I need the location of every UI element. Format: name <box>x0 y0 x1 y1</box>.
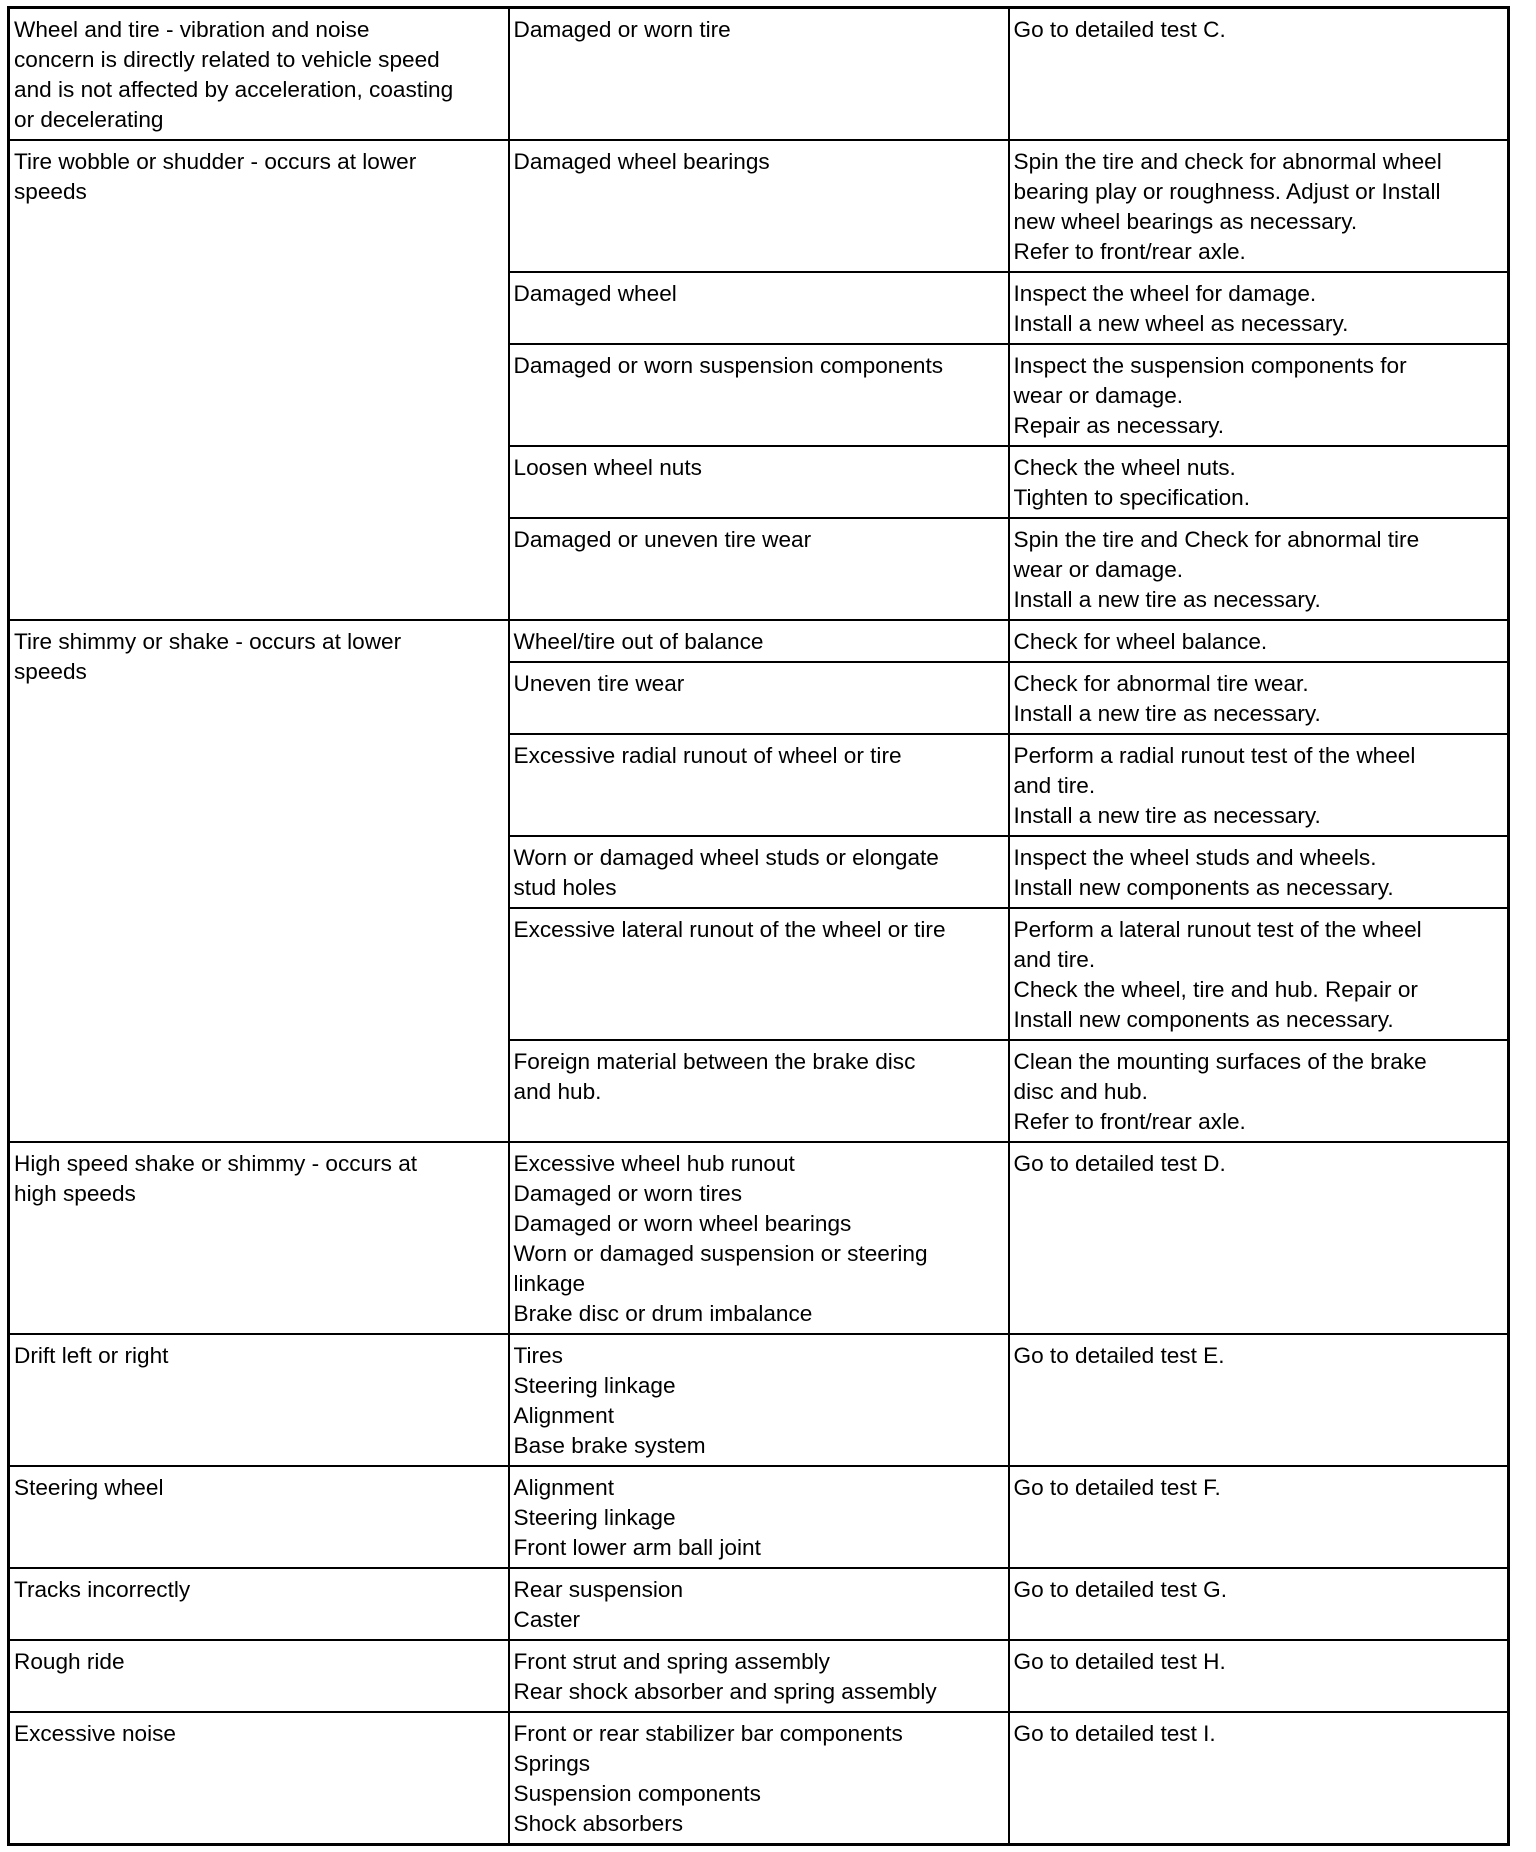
action-cell: Go to detailed test C. <box>1009 8 1509 141</box>
action-cell: Check for abnormal tire wear. Install a new tire as necessary. <box>1009 662 1509 734</box>
possible-source-cell: Damaged or worn suspension components <box>509 344 1009 446</box>
action-cell: Spin the tire and check for abnormal wheel bearing play or roughness. Adjust or Install new wheel bearings as necessary. Refer to front/rear axle. <box>1009 140 1509 272</box>
table-row <box>9 1142 1509 1334</box>
possible-source-cell: Damaged or worn tire <box>509 8 1009 141</box>
possible-source-cell: Damaged or uneven tire wear <box>509 518 1009 620</box>
possible-source-cell: Front or rear stabilizer bar components Springs Suspension components Shock absorbers <box>509 1712 1009 1845</box>
possible-source-cell: Alignment Steering linkage Front lower arm ball joint <box>509 1466 1009 1568</box>
action-cell: Inspect the suspension components for wear or damage. Repair as necessary. <box>1009 344 1509 446</box>
action-cell: Go to detailed test E. <box>1009 1334 1509 1466</box>
possible-source-cell: Excessive wheel hub runout Damaged or worn tires Damaged or worn wheel bearings Worn or damaged suspension or steering linkage Brake disc or drum imbalance <box>509 1142 1009 1334</box>
action-cell: Go to detailed test F. <box>1009 1466 1509 1568</box>
possible-source-cell: Rear suspension Caster <box>509 1568 1009 1640</box>
action-cell: Check the wheel nuts. Tighten to specification. <box>1009 446 1509 518</box>
table-row <box>9 620 1509 662</box>
action-cell: Go to detailed test D. <box>1009 1142 1509 1334</box>
action-cell: Clean the mounting surfaces of the brake disc and hub. Refer to front/rear axle. <box>1009 1040 1509 1142</box>
symptom-chart-table <box>7 6 1510 1846</box>
table-body <box>9 8 1509 1845</box>
table-row <box>9 1466 1509 1568</box>
table-row <box>9 140 1509 272</box>
possible-source-cell: Tires Steering linkage Alignment Base brake system <box>509 1334 1009 1466</box>
condition-cell: Tire wobble or shudder - occurs at lower speeds <box>9 140 509 620</box>
condition-cell: Rough ride <box>9 1640 509 1712</box>
possible-source-cell: Excessive radial runout of wheel or tire <box>509 734 1009 836</box>
possible-source-cell: Damaged wheel <box>509 272 1009 344</box>
table-row <box>9 1640 1509 1712</box>
condition-cell: High speed shake or shimmy - occurs at high speeds <box>9 1142 509 1334</box>
condition-cell: Excessive noise <box>9 1712 509 1845</box>
possible-source-cell: Front strut and spring assembly Rear shock absorber and spring assembly <box>509 1640 1009 1712</box>
table-row <box>9 8 1509 141</box>
possible-source-cell: Loosen wheel nuts <box>509 446 1009 518</box>
possible-source-cell: Wheel/tire out of balance <box>509 620 1009 662</box>
possible-source-cell: Uneven tire wear <box>509 662 1009 734</box>
possible-source-cell: Foreign material between the brake disc and hub. <box>509 1040 1009 1142</box>
action-cell: Perform a radial runout test of the wheel and tire. Install a new tire as necessary. <box>1009 734 1509 836</box>
condition-cell: Wheel and tire - vibration and noise concern is directly related to vehicle speed and is not affected by acceleration, coasting or decelerating <box>9 8 509 141</box>
action-cell: Go to detailed test G. <box>1009 1568 1509 1640</box>
table-row <box>9 1334 1509 1466</box>
action-cell: Go to detailed test I. <box>1009 1712 1509 1845</box>
action-cell: Perform a lateral runout test of the wheel and tire. Check the wheel, tire and hub. Repair or Install new components as necessary. <box>1009 908 1509 1040</box>
diagnosis-page <box>7 6 1510 1846</box>
possible-source-cell: Excessive lateral runout of the wheel or tire <box>509 908 1009 1040</box>
possible-source-cell: Worn or damaged wheel studs or elongate stud holes <box>509 836 1009 908</box>
condition-cell: Tire shimmy or shake - occurs at lower speeds <box>9 620 509 1142</box>
possible-source-cell: Damaged wheel bearings <box>509 140 1009 272</box>
table-row <box>9 1568 1509 1640</box>
action-cell: Inspect the wheel studs and wheels. Install new components as necessary. <box>1009 836 1509 908</box>
condition-cell: Tracks incorrectly <box>9 1568 509 1640</box>
table-row <box>9 1712 1509 1845</box>
action-cell: Inspect the wheel for damage. Install a new wheel as necessary. <box>1009 272 1509 344</box>
condition-cell: Steering wheel <box>9 1466 509 1568</box>
action-cell: Check for wheel balance. <box>1009 620 1509 662</box>
action-cell: Go to detailed test H. <box>1009 1640 1509 1712</box>
action-cell: Spin the tire and Check for abnormal tire wear or damage. Install a new tire as necessary. <box>1009 518 1509 620</box>
condition-cell: Drift left or right <box>9 1334 509 1466</box>
